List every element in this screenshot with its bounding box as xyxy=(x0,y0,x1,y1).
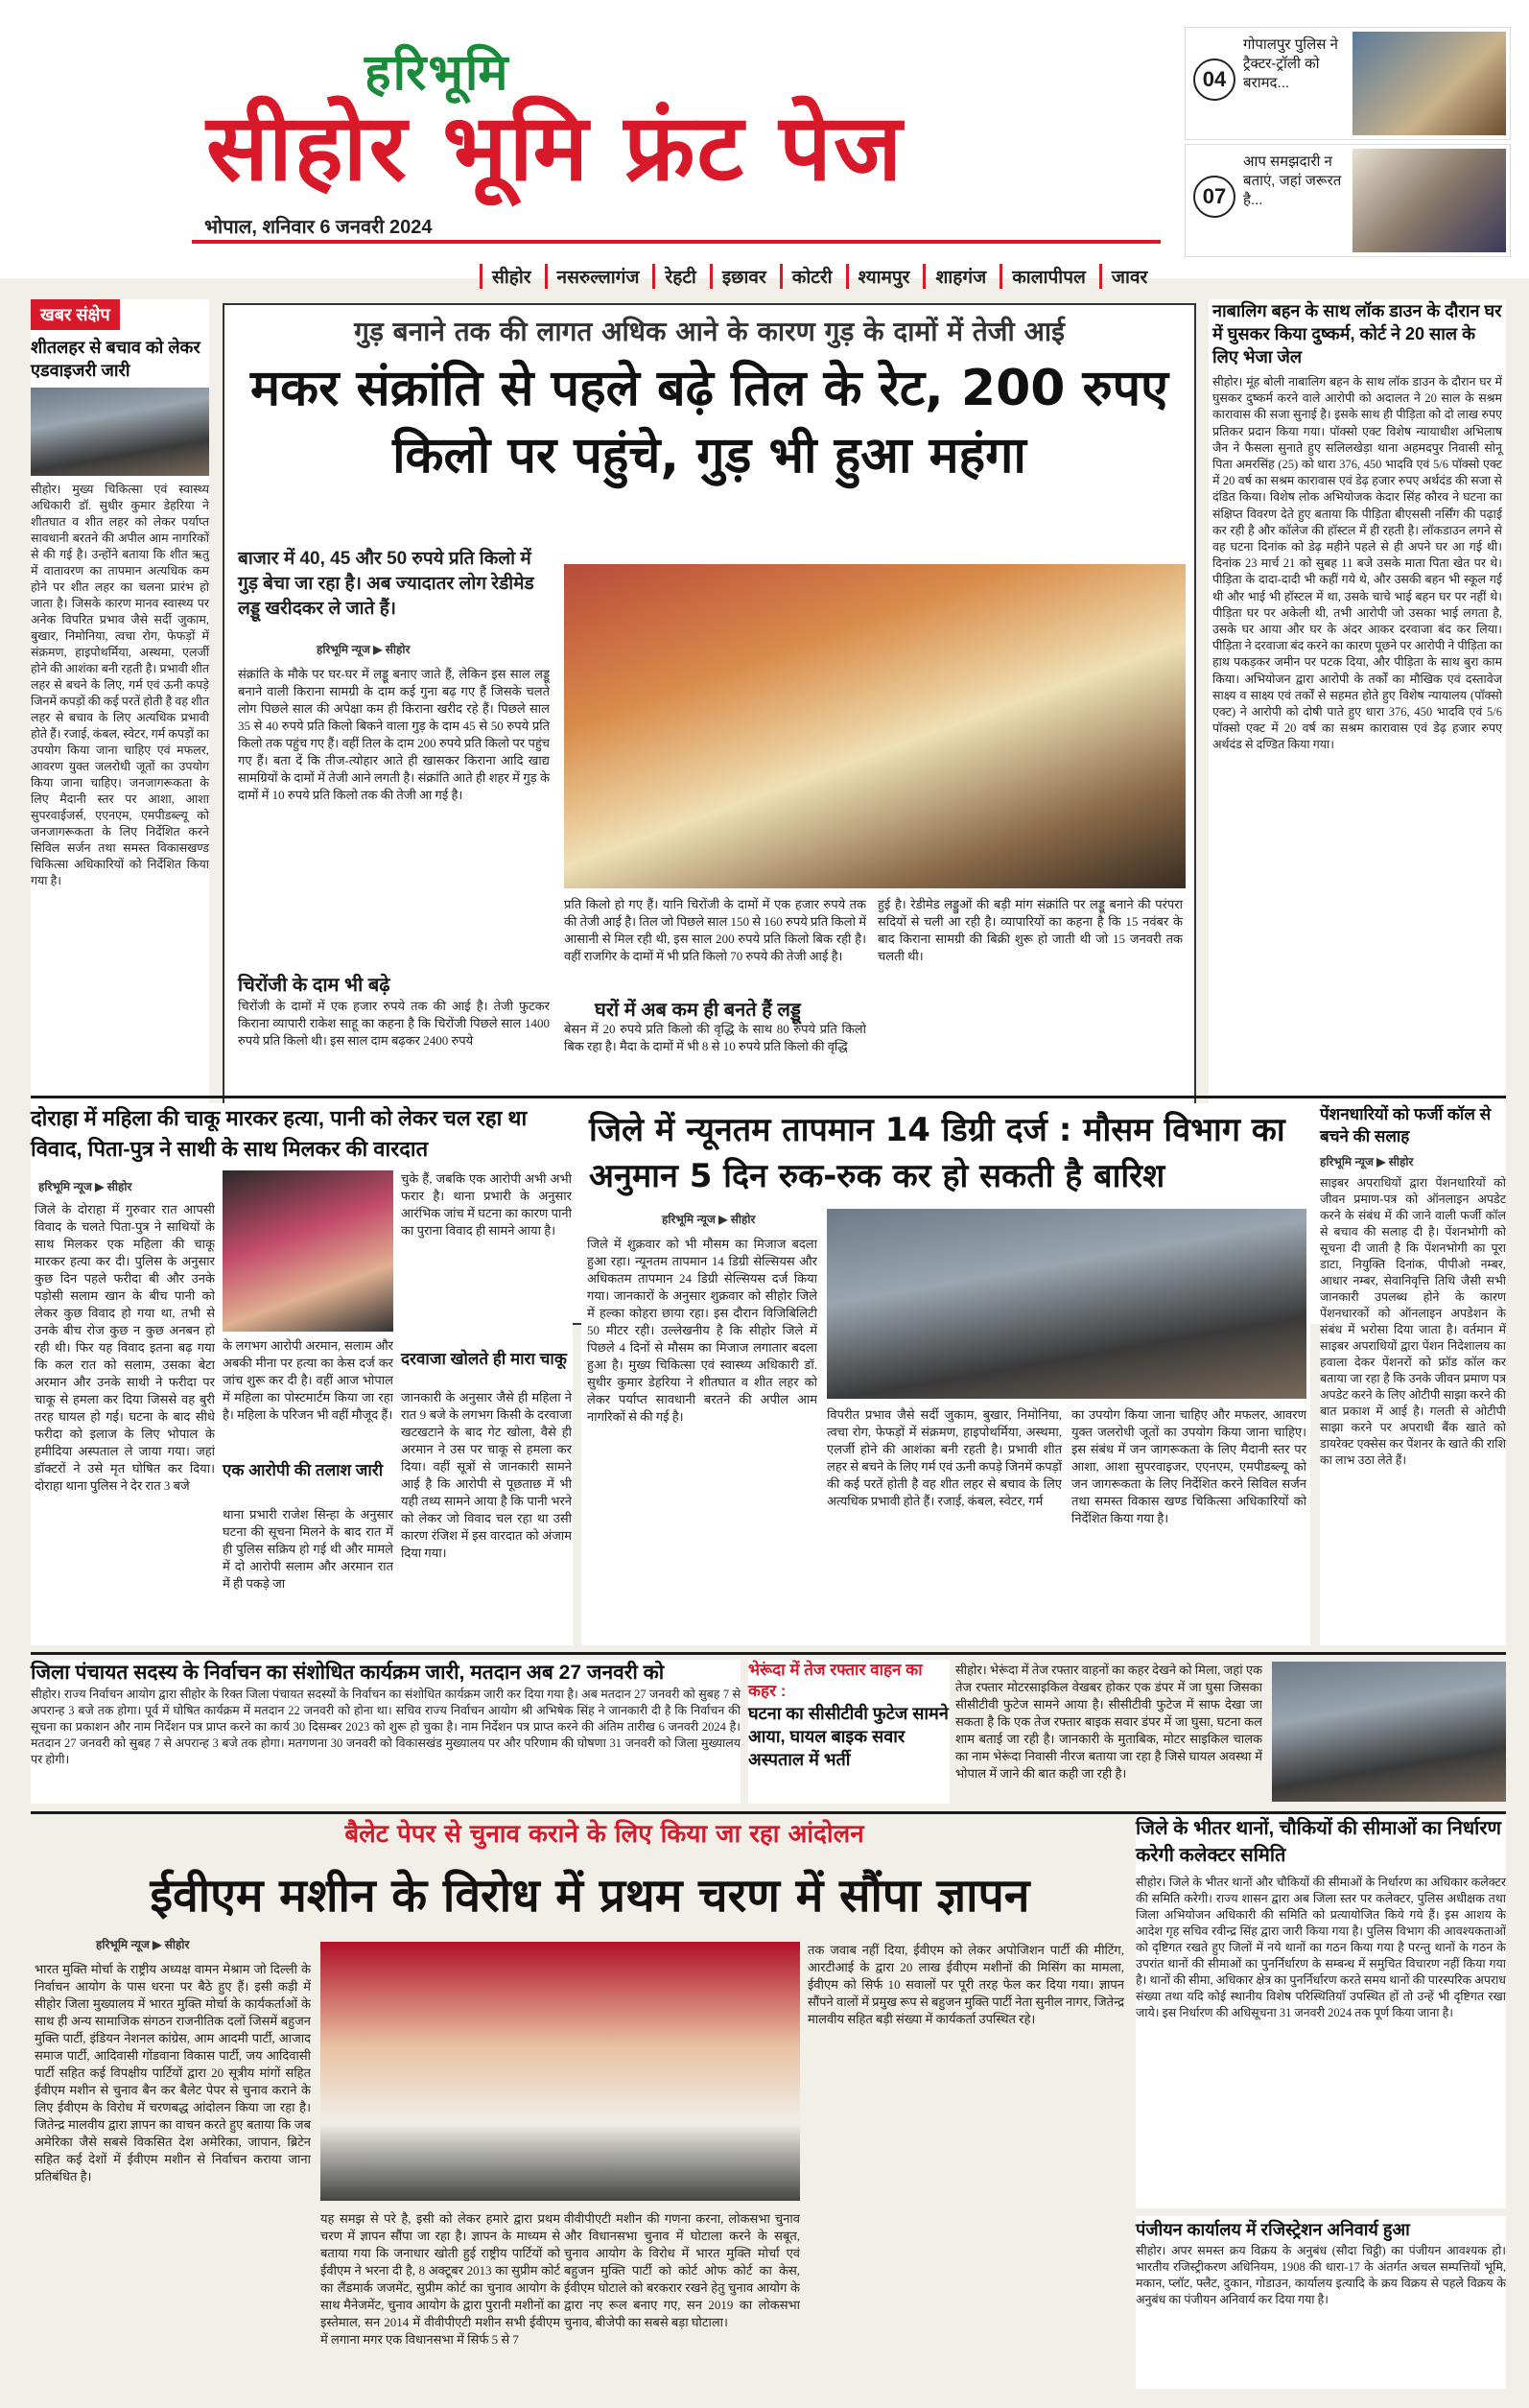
headline: जिले के भीतर थानों, चौकियों की सीमाओं का निर्धारण करेगी कलेक्टर समिति xyxy=(1136,1818,1501,1866)
byline: हरिभूमि न्यूज ▶ सीहोर xyxy=(317,643,411,656)
byline: हरिभूमि न्यूज ▶ सीहोर xyxy=(1320,1155,1414,1169)
place-link[interactable]: सीहोर xyxy=(480,264,531,289)
memorandum-photo xyxy=(320,1942,800,2201)
teaser-page-number: 07 xyxy=(1193,176,1235,218)
teaser-box[interactable] xyxy=(1185,27,1511,140)
place-link[interactable]: इछावर xyxy=(710,264,766,289)
headline: जिले में न्यूनतम तापमान 14 डिग्री दर्ज : मौसम विभाग का अनुमान 5 दिन रुक-रुक कर हो सकती है बारिश xyxy=(589,1111,1285,1195)
article-body: सीहोर। राज्य निर्वाचन आयोग द्वारा सीहोर के रिक्त जिला पंचायत सदस्यों के निर्वाचन का संशोधित कार्यक्रम जारी कर दिया गया है। अब मतदान 27 जनवरी को सुबह 7 से अपरान्ह 3 बजे तक होगा। पूर्व में घोषित कार्यक्रम में मतदान 22 जनवरी को होना था। सचिव राज्य निर्वाचन आयोग श्री अभिषेक सिंह ने जानकारी दी है कि निर्वाचन की सूचना का प्रकाशन और नाम निर्देशन पत्र प्राप्त करने का कार्य 30 दिसम्बर 2023 को शुरू हो चुका है। नाम निर्देशन पत्र प्राप्त करने की अंतिम तारीख 6 जनवरी 2024 है। मतदान 27 जनवरी को सुबह 7 से अपरान्ह 3 बजे तक होगा। मतगणना 30 जनवरी को विकासखंड मुख्यालय पर और परिणाम की घोषणा 31 जनवरी को जिला मुख्यालय पर होगी। xyxy=(31,1688,741,1766)
article-body: तक जवाब नहीं दिया, ईवीएम को लेकर अपोजिशन पार्टी की मीटिंग, आरटीआई के द्वारा 20 लाख ईवीएम मशीनों की मिसिंग का मामला, ईवीएम को सिर्फ 10 सवालों पर पूरी तरह फेल कर दिया गया। ज्ञापन सौंपने वालों में प्रमुख रूप से बहुजन मुक्ति पार्टी नेता सुनील नागर, जितेन्द्र मालवीय सहित बड़ी संख्या में कार्यकर्ता उपस्थित रहे। xyxy=(808,1943,1124,2026)
teaser-photo xyxy=(1353,32,1506,135)
headline: नाबालिग बहन के साथ लॉक डाउन के दौरान घर में घुसकर किया दुष्कर्म, कोर्ट ने 20 साल के लिए भेजा जेल xyxy=(1212,301,1502,366)
market-photo xyxy=(564,564,1186,888)
pension-story xyxy=(1320,1103,1506,1645)
byline: हरिभूमि न्यूज ▶ सीहोर xyxy=(96,1938,190,1951)
section-divider xyxy=(31,1811,1506,1814)
brand-small-logo: हरिभूमि xyxy=(365,43,510,102)
headline: भेरूंदा में तेज रफ्तार वाहन का कहर : xyxy=(748,1661,923,1700)
masthead-rule xyxy=(192,240,1161,244)
headline: शीतलहर से बचाव को लेकर एडवाइजरी जारी xyxy=(31,338,200,380)
headline: पेंशनधारियों को फर्जी कॉल से बचने की सलाह xyxy=(1320,1105,1492,1145)
news-photo xyxy=(31,388,209,476)
byline: हरिभूमि न्यूज ▶ सीहोर xyxy=(38,1180,132,1193)
subheading: दरवाजा खोलते ही मारा चाकू xyxy=(401,1350,567,1368)
article-body: विपरीत प्रभाव जैसे सर्दी जुकाम, बुखार, निमोनिया, त्वचा रोग, फेफड़ों में संक्रमण, हाइपोथर्मिया, अस्थमा, एलर्जी होने की आशंका बनी रहती है। प्रभावी शीत लहर से बचने के लिए गर्म एवं ऊनी कपड़े जिनमें कपड़ों की कई परतें होती है वह शीत लहर से बचाव के लिए अत्यधिक प्रभावी होते हैं। रजाई, कंबल, स्वेटर, गर्म xyxy=(827,1407,1062,1508)
article-body: सीहोर। अपर समस्त क्रय विक्रय के अनुबंध (सौदा चिट्ठी) का पंजीयन आवश्यक हो। भारतीय रजिस्ट्रीकरण अधिनियम, 1908 की धारा-17 के अंतर्गत अचल सम्पत्तियों भूमि, मकान, प्लॉट, फ्लैट, दुकान, गोडाउन, कार्यालय इत्यादि के क्रय विक्रय से पहले विक्रय के अनुबंध का पंजीयन अनिवार्य कर दिया गया है। xyxy=(1136,2244,1506,2306)
evm-headline: ईवीएम मशीन के विरोध में प्रथम चरण में सौंपा ज्ञापन xyxy=(150,1869,1030,1923)
article-body: चिरोंजी के दामों में एक हजार रुपये तक की आई है। तेजी फुटकर किराना व्यापारी राकेश साहू का कहना है कि चिरोंजी पिछले साल 1400 रुपये प्रति किलो थी। इस साल दाम बढ़कर 2400 रुपये xyxy=(238,999,550,1048)
article-body: सीहोर। जिले के भीतर थानों और चौकियों की सीमाओं के निर्धारण का अधिकार कलेक्टर की समिति करेगी। राज्य शासन द्वारा अब जिला स्तर पर कलेक्टर, पुलिस अधीक्षक तथा जिला अभियोजन अधिकारी की समिति को प्रत्यायोजित किये गये हैं। इस आशय के आदेश गृह सचिव रवीन्द्र सिंह द्वारा जारी किया गया है। पुलिस विभाग की आवश्यकताओं को दृष्टिगत रखते हुए जिलों में नये थानों का गठन किया गया है परन्तु थानों के गठन के उपरांत थानों की सीमाओं का पुनर्निर्धारण के सम्बन्ध में समुचित विचारण नहीं किया गया है। थानों की सीमा, अधिकार क्षेत्र का पुनर्निर्धारण करते समय थानों की पारस्परिक अपराध संख्या तथा यदि कोई स्थानीय विशेष परिस्थितियाँ उपस्थित हों तो उन्हें भी दृष्टिगत रखा जाये। इस निर्धारण की अधिसूचना 31 जनवरी 2024 तक पूर्ण किया जाना है। xyxy=(1136,1876,1506,2019)
article-body: बेसन में 20 रुपये प्रति किलो की वृद्धि के साथ 80 रुपये प्रति किलो बिक रहा है। मैदा के दामों में भी 8 से 10 रुपये प्रति किलो की वृद्धि xyxy=(564,1022,866,1053)
article-body: जानकारी के अनुसार जैसे ही महिला ने रात 9 बजे के लगभग किसी के दरवाजा खटखटाने के बाद गेट खोला, वैसे ही अरमान ने उस पर चाकू से हमला कर दिया। वहीं सूत्रों से जानकारी सामने आई है कि आरोपी से पूछताछ में भी यही तथ्य सामने आया है कि पानी भरने को लेकर जो विवाद चल रहा था उसी कारण रंजिश में इस वारदात को अंजाम दिया गया। xyxy=(401,1390,572,1560)
section-divider xyxy=(31,1096,1506,1098)
cctv-photo xyxy=(1272,1662,1506,1802)
kicker: गुड़ बनाने तक की लागत अधिक आने के कारण गुड़ के दामों में तेजी आई xyxy=(354,316,1065,347)
article-body: संक्रांति के मौके पर घर-घर में लड्डू बनाए जाते हैं, लेकिन इस साल लड्डू बनाने वाली किराना सामग्री के दाम कई गुना बढ़ गए हैं जिसके चलते लोग पिछले साल की अपेक्षा कम ही किराना खरीद रहे हैं। पिछले साल 35 से 40 रुपये प्रति किलो बिकने वाला गुड़ के दाम 45 से 50 रुपये प्रति किलो तक पहुंच गए हैं। वहीं तिल के दाम 200 रुपये प्रति किलो पर पहुंच गए हैं। बता दें कि तीज-त्योहार आते ही खासकर किराना आदि खाद्य सामग्रियों के दामों में तेजी आने लगती है। संक्रांति आते ही शहर में गुड़ के दामों में 10 रुपये प्रति किलो तक की तेजी आ गई है। xyxy=(238,667,550,802)
place-bar xyxy=(480,257,1147,295)
article-body: भारत मुक्ति मोर्चा के राष्ट्रीय अध्यक्ष वामन मेश्राम जो दिल्ली के निर्वाचन आयोग के पास धरना पर बैठे हुए हैं। इसी कड़ी में सीहोर जिला मुख्यालय में भारत मुक्ति मोर्चा के कार्यकर्ताओं के साथ ही अन्य सामाजिक संगठन राजनीतिक दलों जिसमें बहुजन मुक्ति पार्टी, इंडियन नेशनल कांग्रेस, आम आदमी पार्टी, आजाद समाज पार्टी, आदिवासी गोंडवाना विकास पार्टी, जय आदिवासी पार्टी सहित कई विपक्षीय पार्टियों द्वारा 20 सूत्रीय मांगों सहित ईवीएम मशीन से चुनाव बैन कर बैलेट पेपर से चुनाव कराने के लिए ईवीएम के विरोध में चरणबद्ध आंदोलन किया जा रहा है। जितेन्द्र मालवीय द्वारा ज्ञापन का वाचन करते हुए बताया कि जब अमेरिका जैसे सबसे विकसित देश अमेरिका, जापान, ब्रिटेन सहित कई देशों में ईवीएम मशीन से निर्वाचन कराया जाना प्रतिबंधित है। xyxy=(35,1962,311,2184)
panjiyan-story xyxy=(1136,2216,1506,2389)
teaser-text: गोपालपुर पुलिस ने ट्रैक्टर-ट्रॉली को बरामद... xyxy=(1243,36,1338,91)
dateline: भोपाल, शनिवार 6 जनवरी 2024 xyxy=(204,217,433,238)
article-body: सीहोर। भेरूंदा में तेज रफ्तार वाहनों का कहर देखने को मिला, जहां एक तेज रफ्तार मोटरसाइकिल वेखबर होकर एक डंपर में जा घुसा जिसका सीसीटीवी फुटेज सामने आया है। सीसीटीवी फुटेज में साफ देखा जा सकता है कि एक तेज रफ्तार बाइक सवार डंपर में जा घुसा, घटना कल शाम बताई जा रही है। जानकारी के मुताबिक, मोटर साइकिल चालक का नाम भेरूंदा निवासी नीरज बताया जा रहा है जिसे घायल अवस्था में भोपाल में जाने की बात कही जा रही है। xyxy=(955,1663,1262,1781)
headline: पंजीयन कार्यालय में रजिस्ट्रेशन अनिवार्य हुआ xyxy=(1136,2220,1410,2239)
article-body: हुई है। रेडीमेड लड्डुओं की बड़ी मांग संक्रांति पर लड्डू बनाने की परंपरा सदियों से चली आ रही है। व्यापारियों का कहना है कि 15 नवंबर के बाद किराना सामग्री की बिक्री शुरू हो जाती थी जो 15 जनवरी तक चलती थी। xyxy=(878,897,1183,963)
article-body: जिले के दोराहा में गुरुवार रात आपसी विवाद के चलते पिता-पुत्र ने साथियों के साथ मिलकर एक महिला की चाकू मारकर हत्या कर दी। पुलिस के अनुसार कुछ दिन पहले फरीदा बी और उनके पड़ोसी सलाम खान के बीच पानी को लेकर कुछ विवाद हो गया था, तभी से उनके बीच रोज कुछ न कुछ अनबन हो रही थी। फिर यह विवाद इतना बढ़ गया कि कल रात को सलाम, उसका बेटा अरमान और उनके साथी ने फरीदा पर चाकू से हमला कर दिया जिससे वह बुरी तरह घायल हो गई। घटना के बाद सीधे फरीदा को इलाज के लिए भोपाल के हमीदिया अस्पताल ले जाया गया। जहां डॉक्टरों ने उसे मृत घोषित कर दिया। दोराहा थाना पुलिस ने देर रात 3 बजे xyxy=(35,1202,215,1493)
lead-headline: मकर संक्रांति से पहले बढ़े तिल के रेट, 200 रुपए किलो पर पहुंचे, गुड़ भी हुआ महंगा xyxy=(250,360,1168,484)
weather-photo xyxy=(827,1209,1306,1399)
headline: जिला पंचायत सदस्य के निर्वाचन का संशोधित कार्यक्रम जारी, मतदान अब 27 जनवरी को xyxy=(31,1662,665,1684)
article-body: सीहोर। मुख्य चिकित्सा एवं स्वास्थ्य अधिकारी डॉ. सुधीर कुमार डेहरिया ने शीतघात व शीत लहर को लेकर पर्याप्त सावधानी बरतने की अपील आम नागरिकों से की गई है। उन्होंने बताया कि शीत ऋतु में वातावरण का तापमान अत्यधिक कम होने पर शीत लहर का चलना प्रारंभ हो जाता है। जिसके कारण मानव स्वास्थ्य पर अनेक विपरित प्रभाव जैसे सर्दी जुकाम, बुखार, निमोनिया, त्वचा रोग, फेफड़ों में संक्रमण, हाइपोथर्मिया, अस्थमा, एलर्जी होने की आशंका बनी रहती है। प्रभावी शीत लहर से बचने के लिए, गर्म एवं ऊनी कपड़े जिनमें कपड़ों की कई परतें होती है वह शीत लहर से बचाव के लिए अत्यधिक प्रभावी होते हैं। रजाई, कंबल, स्वेटर, गर्म कपड़ों का उपयोग किया जाना चाहिए एवं मफलर, आवरण युक्त जलरोधी जूतों का उपयोग किया जाना चाहिए। जनजागरूकता के लिए मैदानी स्तर पर आशा, आशा सुपरवाईजर्स, एएनएम, एमपीडब्ल्यू को जनजागरूकता के लिए निर्देशित करने सिविल सर्जन तथा समस्त विकासखण्ड चिकित्सा अधिकारियों को निर्देशित किया गया है। xyxy=(31,483,209,887)
place-link[interactable]: जावर xyxy=(1099,264,1147,289)
subheading: चिरोंजी के दाम भी बढ़े xyxy=(238,975,390,996)
article-body: वीवीपीएटी मशीन की गणना करना, लोकसभा चुनाव और विधानसभा चुनाव में घोटाला करने के सबूत, चुनाव आयोग के विरोध में भारत मुक्ति मोर्चा एवं बहुजन मुक्ति पार्टी को कोर्ट ओफ कोर्ट का केस, ईवीएम घोटाले को बरकरार रखने हेतु चुनाव आयोग के द्वारा नए रूल बनाए गए, सन 2019 का लोकसभा चुनाव, बीजेपी का सबसे बड़ा घोटाला। xyxy=(564,2211,800,2329)
teaser-page-number: 04 xyxy=(1193,59,1235,101)
article-body: जिले में शुक्रवार को भी मौसम का मिजाज बदला हुआ रहा। न्यूनतम तापमान 14 डिग्री सेल्सियस और अधिकतम तापमान 24 डिग्री सेल्सियस दर्ज किया गया। जानकारों के अनुसार शुक्रवार को सीहोर जिले में हल्का कोहरा छाया रहा। इस दौरान विजिबिलिटी 50 मीटर रही। उल्लेखनीय है कि सीहोर जिले में पिछले 4 दिनों से मौसम का मिजाज लगातार बदला हुआ है। मुख्य चिकित्सा एवं स्वास्थ्य अधिकारी डॉ. सुधीर कुमार डेहरिया ने शीतघात व शीत लहर को लेकर पर्याप्त सावधानी बरतने की अपील आम नागरिकों से की गई है। xyxy=(587,1237,817,1424)
teaser-photo xyxy=(1353,149,1506,252)
article-body: प्रति किलो हो गए हैं। यानि चिरोंजी के दामों में एक हजार रुपये तक की तेजी आई है। तिल जो पिछले साल 150 से 160 रुपये प्रति किलो में आसानी से मिल रही थी, इस साल 200 रुपये प्रति किलो बिक रही है। वहीं राजगिर के दामों में भी प्रति किलो 70 रुपये की तेजी आई है। xyxy=(564,897,866,963)
section-tag: खबर संक्षेप xyxy=(31,299,120,330)
article-body: यह समझ से परे है, इसी को लेकर हमारे द्वारा प्रथम चरण में ज्ञापन सौंपा जा रहा है। ज्ञापन के माध्यम से बताया गया कि जनाधार खोती हुई राष्ट्रीय पार्टियों को ईवीएम ने भरना दी है, 8 अक्टूबर 2013 का सुप्रीम कोर्ट का लैंडमार्क जजमेंट, सुप्रीम कोर्ट का चुनाव आयोग के साथ मैनेजमेंट, चुनाव आयोग के द्वारा पुरानी मशीनों का इस्तेमाल, सन 2014 में वीवीपीएटी मशीन सभी ईवीएम में लगाना मगर एक विधानसभा में सिर्फ 5 से 7 xyxy=(320,2211,560,2347)
article-body: साइबर अपराधियों द्वारा पेंशनधारियों को जीवन प्रमाण-पत्र को ऑनलाइन अपडेट करने के संबंध में की जाने वाली फर्जी कॉल से बचाव की सलाह दी है। पेंशनभोगी को सूचना दी जाती है कि पेंशनभोगी का पूरा डाटा, नियुक्ति दिनांक, पीपीओ नम्बर, आधार नम्बर, सेवानिवृत्ति तिथि जैसी सभी जानकारी उपलब्ध होने के कारण पेंशनधारकों को ऑनलाइन अपडेशन के संबंध में भरोसा दिया जाता है। वर्तमान में साइबर अपराधियों द्वारा पेंशन निदेशालय का हवाला देकर पेंशनरों को फ्रॉड कॉल कर बताया जा रहा है कि उनके जीवन प्रमाण पत्र अपडेट करने के लिए ओटीपी साझा करने की बात प्रकाश में आई है। गलती से ओटीपी साझा करने पर अपराधी बैंक खाते को डायरेक्ट एक्सेस कर पेंशनर के खाते की राशि का लाभ उठा लेते हैं। xyxy=(1320,1176,1506,1467)
article-body: का उपयोग किया जाना चाहिए और मफलर, आवरण युक्त जलरोधी जूतों का उपयोग किया जाना चाहिए। इस संबंध में जन जागरूकता के लिए मैदानी स्तर पर आशा, आशा सुपरवाइजर, एएनएम, एमपीडब्ल्यू को जन जागरूकता के लिए निर्देशित करने सिविल सर्जन तथा समस्त विकास खण्ड चिकित्सा अधिकारियों को निर्देशित किया गया है। xyxy=(1071,1407,1306,1525)
teaser-box[interactable] xyxy=(1185,144,1511,257)
place-link[interactable]: रेहटी xyxy=(652,264,695,289)
byline: हरिभूमि न्यूज ▶ सीहोर xyxy=(662,1213,756,1226)
kicker: बैलेट पेपर से चुनाव कराने के लिए किया जा रहा आंदोलन xyxy=(344,1820,864,1849)
headline: घटना का सीसीटीवी फुटेज सामने आया, घायल बाइक सवार अस्पताल में भर्ती xyxy=(748,1704,949,1769)
lead-deck: बाजार में 40, 45 और 50 रुपये प्रति किलो में गुड़ बेचा जा रहा है। अब ज्यादातर लोग रेडीमेड लड्डू खरीदकर ले जाते हैं। xyxy=(238,549,534,619)
place-link[interactable]: कालापीपल xyxy=(1000,264,1086,289)
bhairunda-headline-box xyxy=(748,1660,950,1804)
article-body: सीहोर। मूंह बोली नाबालिग बहन के साथ लॉक डाउन के दौरान घर में घुसकर दुष्कर्म करने वाले आरोपी को अदालत ने 20 साल के सश्रम कारावास की सजा सुनाई है। इसके साथ ही पीड़िता को दो लाख रुपए प्रतिकर प्रदान किया गया। पॉक्सो एक्ट विशेष न्यायाधीश अभिलाष जैन ने फैसला सुनाते हुए सलिलखेड़ा थाना अहमदपुर निवासी सोनू पिता अमरसिंह (25) को धारा 376, 450 भादवि एवं 5/6 पॉक्सो एक्ट में 20 वर्ष का सश्रम कारावास एवं डेढ़ हजार रुपए अर्थदंड की सजा से दंडित किया। विशेष लोक अभियोजक केदार सिंह कौरव ने घटना का संक्षिप्त विवरण देते हुए बताया कि पीड़िता बीएससी नर्सिंग की पढ़ाई कर रही है और कॉलेज की हॉस्टल में ही रहती है। लॉकडाउन लगने से वह घटना दिनांक को डेढ़ महीने पहले से ही अपने घर आ गई थी। दिनांक 23 मार्च 21 को सुबह 11 बजे उसके माता पिता खेत पर थे। पीड़िता के दादा-दादी भी कहीं गये थे, और उसकी बहन भी स्कूल गई थी और भाई भी हॉस्टल में था, उसके चाचे भाई बहन घर पर नहीं थे। पीड़िता घर पर अकेली थी, तभी आरोपी जो उसका भाई लगता है, उसके घर आया और घर के अंदर आकर दरवाजा बंद कर लिया। पीड़िता ने दरवाजा बंद करने का कारण पूछने पर आरोपी ने पीड़िता का हाथ पकड़कर जमीन पर पटक दिया, और पीड़िता के साथ बुरा काम किया। अभियोजन द्वारा आरोपी के तर्कों का मौखिक एवं दस्तावेज साक्ष्य व साक्ष्य एवं तर्कों से सहमत होते हुए विशेष न्यायालय (पॉक्सो एक्ट) ने आरोपी को दोषी पाते हुए धारा 376, 450 भादवि एवं 5/6 पॉक्सो एक्ट में 20 वर्ष का सश्रम कारावास एवं डेढ़ हजार रुपए अर्थदंड से दण्डित किया गया। xyxy=(1212,375,1502,752)
victim-photo xyxy=(223,1170,393,1332)
headline: दोराहा में महिला की चाकू मारकर हत्या, पानी को लेकर चल रहा था विवाद, पिता-पुत्र ने साथी के साथ मिलकर की वारदात xyxy=(31,1106,528,1161)
chowki-story xyxy=(1136,1815,1506,2208)
panchayat-story xyxy=(31,1660,741,1804)
section-divider xyxy=(31,1652,1506,1655)
teaser-text: आप समझदारी न बताएं, जहां जरूरत है... xyxy=(1243,153,1342,208)
place-link[interactable]: श्यामपुर xyxy=(846,264,910,289)
place-link[interactable]: कोटरी xyxy=(780,264,833,289)
place-link[interactable]: नसरुल्लागंज xyxy=(545,264,640,289)
subheading: एक आरोपी की तलाश जारी xyxy=(223,1461,384,1479)
place-link[interactable]: शाहगंज xyxy=(923,264,986,289)
article-body: के लगभग आरोपी अरमान, सलाम और अबकी मीना पर हत्या का केस दर्ज कर जांच शुरू कर दी है। वहीं आज भोपाल में महिला का पोस्टमार्टम किया जा रहा है। महिला के परिजन भी वहीं मौजूद हैं। xyxy=(223,1338,393,1422)
article-body: चुके हैं, जबकि एक आरोपी अभी अभी फरार है। थाना प्रभारी के अनुसार आरंभिक जांच में घटना का कारण पानी का पुराना विवाद ही सामने आया है। xyxy=(401,1171,572,1238)
page-title: सीहोर भूमि फ्रंट पेज xyxy=(206,93,905,201)
subheading: घरों में अब कम ही बनते हैं लड्डू xyxy=(595,1000,801,1021)
article-body: थाना प्रभारी राजेश सिन्हा के अनुसार घटना की सूचना मिलने के बाद रात में ही पुलिस सक्रिय हो गई थी और मामले में दो आरोपी सलाम और अरमान रात में ही पकड़े जा xyxy=(223,1507,393,1591)
